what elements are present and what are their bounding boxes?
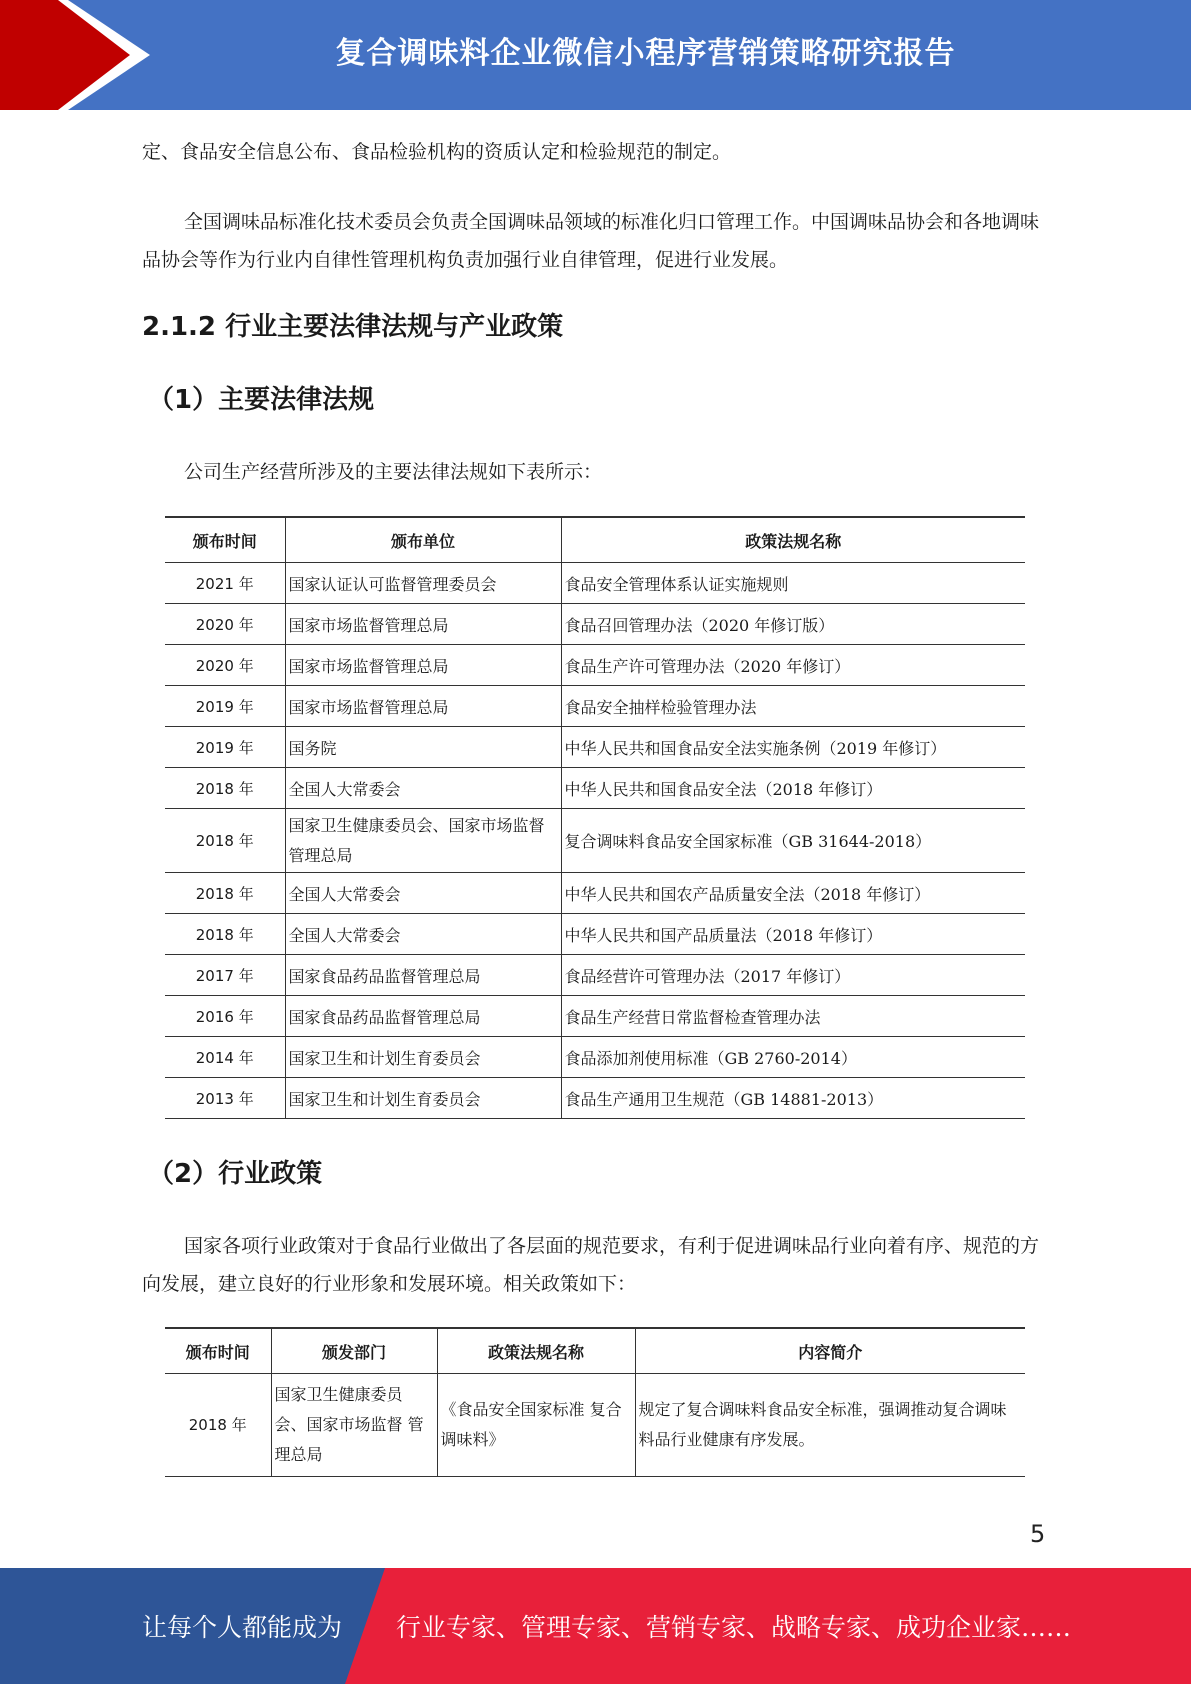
table-row — [165, 955, 1025, 996]
regulation-cell: 食品添加剂使用标准（GB 2760-2014） — [561, 1037, 1025, 1078]
issuer-cell: 国家市场监督管理总局 — [285, 686, 561, 727]
table-row — [165, 686, 1025, 727]
paragraph-laws-intro: 公司生产经营所涉及的主要法律法规如下表所示： — [184, 461, 603, 483]
summary-cell: 规定了复合调味料食品安全标准，强调推动复合调味料品行业健康有序发展。 — [635, 1374, 1025, 1477]
table-row — [165, 996, 1025, 1037]
year-cell: 2021 年 — [165, 563, 285, 604]
table-row — [165, 604, 1025, 645]
regulation-cell: 食品生产经营日常监督检查管理办法 — [561, 996, 1025, 1037]
table-row — [165, 873, 1025, 914]
column-header: 内容简介 — [635, 1328, 1025, 1374]
column-header: 颁布时间 — [165, 517, 285, 563]
year-cell: 2018 年 — [165, 1374, 271, 1477]
column-header: 政策法规名称 — [437, 1328, 635, 1374]
policy-table — [165, 1327, 1025, 1477]
issuer-cell: 国家卫生健康委员会、国家市场监督管理总局 — [285, 809, 561, 873]
table-row — [165, 768, 1025, 809]
issuer-cell: 国务院 — [285, 727, 561, 768]
regulation-cell: 食品生产许可管理办法（2020 年修订） — [561, 645, 1025, 686]
issuer-cell: 国家食品药品监督管理总局 — [285, 955, 561, 996]
issuer-cell: 国家食品药品监督管理总局 — [285, 996, 561, 1037]
year-cell: 2018 年 — [165, 809, 285, 873]
regulation-cell: 食品生产通用卫生规范（GB 14881-2013） — [561, 1078, 1025, 1119]
regulation-cell: 食品经营许可管理办法（2017 年修订） — [561, 955, 1025, 996]
year-cell: 2018 年 — [165, 914, 285, 955]
paragraph-policies-intro: 国家各项行业政策对于食品行业做出了各层面的规范要求，有利于促进调味品行业向着有序、规范的方向发展，建立良好的行业形象和发展环境。相关政策如下： — [142, 1235, 1040, 1295]
issuer-cell: 国家卫生和计划生育委员会 — [285, 1078, 561, 1119]
table-row — [165, 1374, 1025, 1477]
year-cell: 2019 年 — [165, 686, 285, 727]
footer-slogan-left: 让每个人都能成为 — [142, 1613, 343, 1642]
page-number: 5 — [1030, 1520, 1046, 1548]
regulation-cell: 食品安全管理体系认证实施规则 — [561, 563, 1025, 604]
issuer-cell: 全国人大常委会 — [285, 873, 561, 914]
table-row — [165, 563, 1025, 604]
year-cell: 2018 年 — [165, 873, 285, 914]
paragraph-continuation: 定、食品安全信息公布、食品检验机构的资质认定和检验规范的制定。 — [142, 141, 732, 163]
regulation-cell: 中华人民共和国农产品质量安全法（2018 年修订） — [561, 873, 1025, 914]
year-cell: 2017 年 — [165, 955, 285, 996]
regulation-cell: 中华人民共和国产品质量法（2018 年修订） — [561, 914, 1025, 955]
regulation-cell: 复合调味料食品安全国家标准（GB 31644-2018） — [561, 809, 1025, 873]
department-cell: 国家卫生健康委员会、国家市场监督 管理总局 — [271, 1374, 437, 1477]
paragraph-standardization: 全国调味品标准化技术委员会负责全国调味品领域的标准化归口管理工作。中国调味品协会和各地调味品协会等作为行业内自律性管理机构负责加强行业自律管理，促进行业发展。 — [142, 211, 1040, 271]
column-header: 政策法规名称 — [561, 517, 1025, 563]
issuer-cell: 国家市场监督管理总局 — [285, 645, 561, 686]
laws-table — [165, 516, 1025, 1119]
regulation-cell: 《食品安全国家标准 复合调味料》 — [437, 1374, 635, 1477]
table-row — [165, 1078, 1025, 1119]
header-title: 复合调味料企业微信小程序营销策略研究报告 — [335, 36, 956, 71]
year-cell: 2014 年 — [165, 1037, 285, 1078]
year-cell: 2019 年 — [165, 727, 285, 768]
issuer-cell: 国家市场监督管理总局 — [285, 604, 561, 645]
column-header: 颁发部门 — [271, 1328, 437, 1374]
regulation-cell: 中华人民共和国食品安全法（2018 年修订） — [561, 768, 1025, 809]
year-cell: 2020 年 — [165, 645, 285, 686]
table-header-row — [165, 1328, 1025, 1374]
year-cell: 2018 年 — [165, 768, 285, 809]
issuer-cell: 全国人大常委会 — [285, 914, 561, 955]
regulation-cell: 中华人民共和国食品安全法实施条例（2019 年修订） — [561, 727, 1025, 768]
table-row — [165, 809, 1025, 873]
issuer-cell: 国家卫生和计划生育委员会 — [285, 1037, 561, 1078]
table-header-row — [165, 517, 1025, 563]
column-header: 颁布时间 — [165, 1328, 271, 1374]
issuer-cell: 全国人大常委会 — [285, 768, 561, 809]
regulation-cell: 食品安全抽样检验管理办法 — [561, 686, 1025, 727]
year-cell: 2013 年 — [165, 1078, 285, 1119]
table-row — [165, 727, 1025, 768]
subheading-laws: （1）主要法律法规 — [148, 385, 375, 415]
table-row — [165, 645, 1025, 686]
column-header: 颁布单位 — [285, 517, 561, 563]
regulation-cell: 食品召回管理办法（2020 年修订版） — [561, 604, 1025, 645]
table-row — [165, 914, 1025, 955]
section-heading: 2.1.2 行业主要法律法规与产业政策 — [142, 312, 564, 342]
year-cell: 2016 年 — [165, 996, 285, 1037]
page-header — [0, 0, 1191, 110]
table-row — [165, 1037, 1025, 1078]
header-chevron-logo — [0, 0, 160, 110]
subheading-policies: （2）行业政策 — [148, 1159, 323, 1189]
year-cell: 2020 年 — [165, 604, 285, 645]
page-footer — [0, 1568, 1191, 1684]
issuer-cell: 国家认证认可监督管理委员会 — [285, 563, 561, 604]
footer-slogan-right: 行业专家、管理专家、营销专家、战略专家、成功企业家…… — [396, 1613, 1072, 1642]
